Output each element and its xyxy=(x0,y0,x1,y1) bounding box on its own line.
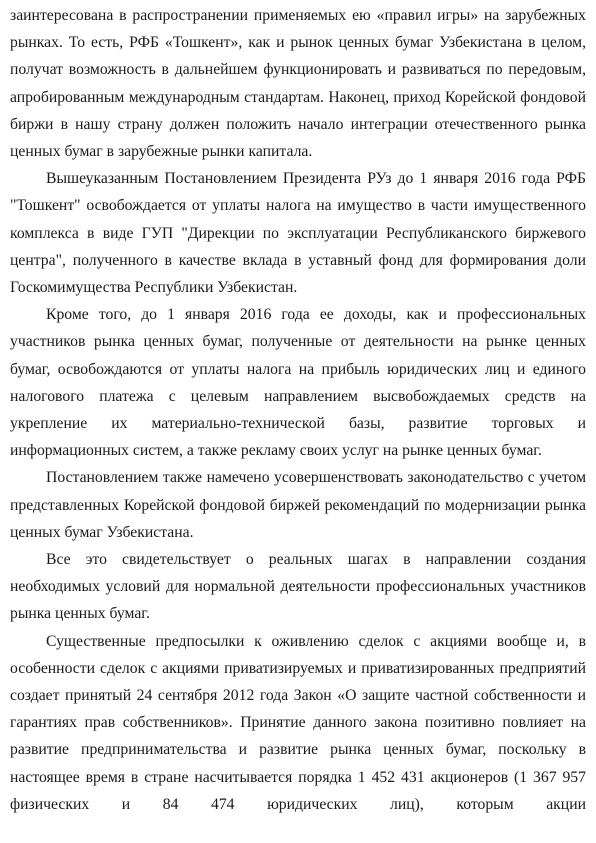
paragraph-5: Все это свидетельствует о реальных шагах в направлении создания необходимых условий для нормальной деятельности профессиональных участников рынка ценных бумаг. xyxy=(10,551,586,623)
paragraph-4: Постановлением также намечено усовершенствовать законодательство с учетом представленных Корейской фондовой биржей рекомендаций по модернизации рынка ценных бумаг Узбекистана. xyxy=(10,469,586,541)
document-page xyxy=(10,2,586,818)
paragraph-3: Кроме того, до 1 января 2016 года ее доходы, как и профессиональных участников рынка ценных бумаг, полученные от деятельности на рынке ценных бумаг, освобождаются от уплаты налога на прибыль юридических лиц и единого налогового платежа с целевым направлением высвобождаемых средств на укрепление их материально-технической базы, развитие торговых и информационных систем, а также рекламу своих услуг на рынке ценных бумаг. xyxy=(10,306,586,460)
paragraph-6: Существенные предпосылки к оживлению сделок с акциями вообще и, в особенности сделок с акциями приватизируемых и приватизированных предприятий создает принятый 24 сентября 2012 года Закон «О защите частной собственности и гарантиях прав собственников». Принятие данного закона позитивно повлияет на развитие предпринимательства и развитие рынка ценных бумаг, поскольку в настоящее время в стране насчитывается порядка 1 452 431 акционеров (1 367 957 физических и 84 474 юридических лиц), которым акции xyxy=(10,632,586,813)
paragraph-2: Вышеуказанным Постановлением Президента РУз до 1 января 2016 года РФБ "Тошкент" освобождается от уплаты налога на имущество в части имущественного комплекса в виде ГУП "Дирекции по эксплуатации Республиканского биржевого центра", полученного в качестве вклада в уставный фонд для формирования доли Госкомимущества Республики Узбекистан. xyxy=(10,170,586,297)
paragraph-1: заинтересована в распространении применяемых ею «правил игры» на зарубежных рынках. То есть, РФБ «Тошкент», как и рынок ценных бумаг Узбекистана в целом, получат возможность в дальнейшем функционировать и развиваться по передовым, апробированным международным стандартам. Наконец, приход Корейской фондовой биржи в нашу страну должен положить начало интеграции отечественного рынка ценных бумаг в зарубежные рынки капитала. xyxy=(10,7,586,161)
